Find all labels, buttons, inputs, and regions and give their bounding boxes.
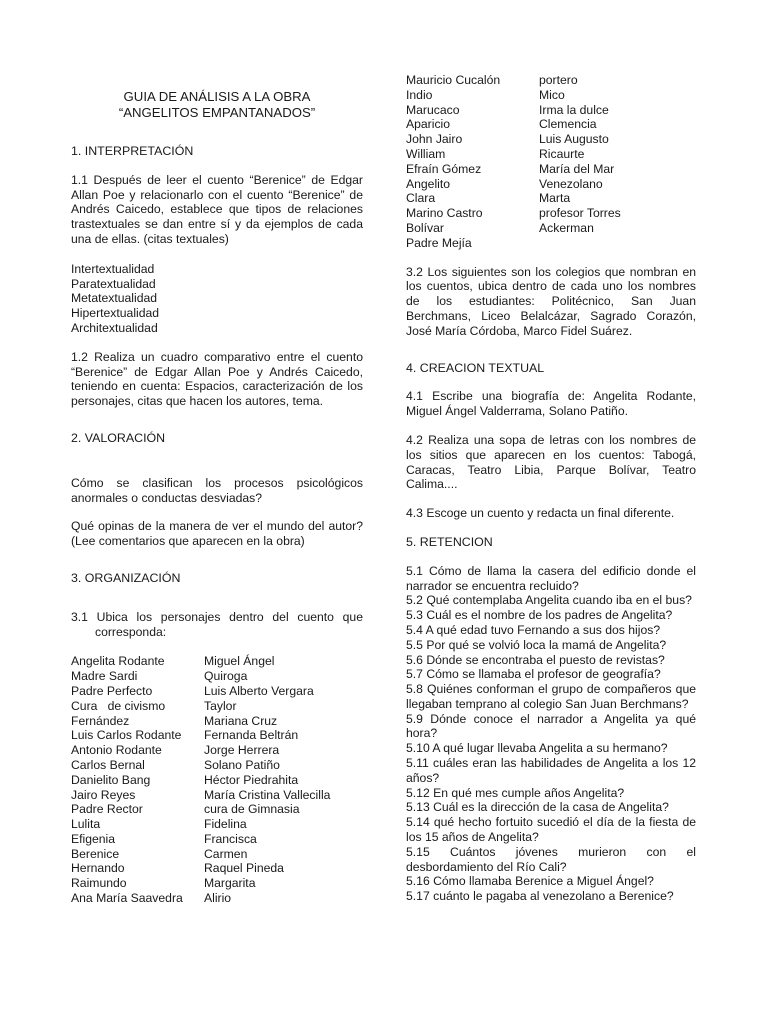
- character-name: Carlos Bernal: [71, 757, 145, 772]
- character-name: Marino Castro: [406, 206, 483, 221]
- character-name-second: María del Mar: [539, 161, 615, 176]
- character-name: Berenice: [71, 846, 120, 861]
- character-name-second: portero: [539, 73, 578, 87]
- retention-question: 5.7 Cómo se llamaba el profesor de geografía?: [406, 667, 661, 682]
- character-name-second: Irma la dulce: [539, 102, 609, 117]
- retention-question: 5.11 cuáles eran las habilidades de Angelita a los 12 años?: [406, 756, 696, 785]
- character-name-second: Mariana Cruz: [204, 713, 278, 728]
- character-name: Padre Mejía: [406, 235, 472, 250]
- character-name-second: Fidelina: [204, 817, 247, 832]
- character-name: Luis Carlos Rodante: [71, 728, 182, 743]
- character-name: Jairo Reyes: [71, 787, 136, 802]
- character-name-second: Carmen: [204, 846, 248, 861]
- character-name: Lulita: [71, 817, 101, 832]
- list-item: Architextualidad: [71, 320, 158, 335]
- right-column: [406, 0, 696, 904]
- character-name: William: [406, 146, 446, 161]
- character-name: Bolívar: [406, 220, 444, 235]
- paragraph-1-1: 1.1 Después de leer el cuento “Berenice” de Edgar Allan Poe y relacionarlo con el cuento “Berenice” de Andrés Caicedo, establece que tipos de relaciones trastextuales se dan entre sí y da ejemplos de cada una de ellas. (citas textuales): [71, 172, 363, 246]
- list-item: Paratextualidad: [71, 276, 156, 291]
- character-name: Hernando: [71, 861, 125, 876]
- retention-question: 5.4 A qué edad tuvo Fernando a sus dos hijos?: [406, 622, 661, 637]
- character-name: Cura de civismo: [71, 698, 166, 713]
- retention-question: 5.12 En qué mes cumple años Angelita?: [406, 785, 625, 800]
- retention-question: 5.1 Cómo de llama la casera del edificio donde el narrador se encuentra recluido?: [406, 563, 696, 593]
- paragraph-4-1: 4.1 Escribe una biografía de: Angelita Rodante, Miguel Ángel Valderrama, Solano Patiño.: [406, 389, 696, 419]
- character-name: Antonio Rodante: [71, 743, 162, 758]
- section-3-heading: 3. ORGANIZACIÓN: [71, 570, 181, 585]
- character-name: Padre Perfecto: [71, 683, 153, 698]
- paragraph-4-3: 4.3 Escoge un cuento y redacta un final diferente.: [406, 506, 675, 521]
- section-2-heading: 2. VALORACIÓN: [71, 430, 166, 445]
- section-5-heading: 5. RETENCION: [406, 534, 493, 549]
- characters-table-right: [406, 73, 696, 251]
- character-name-second: Margarita: [204, 876, 256, 891]
- retention-question: 5.13 Cuál es la dirección de la casa de Angelita?: [406, 800, 669, 815]
- character-name-second: Miguel Ángel: [204, 654, 275, 669]
- characters-table-left: [71, 654, 363, 906]
- character-name-second: Taylor: [204, 698, 237, 713]
- retention-question: 5.6 Dónde se encontraba el puesto de revistas?: [406, 652, 665, 667]
- retention-question: 5.10 A qué lugar llevaba Angelita a su hermano?: [406, 741, 668, 756]
- retention-question: 5.16 Cómo llamaba Berenice a Miguel Ángel?: [406, 874, 654, 889]
- character-name-second: Solano Patiño: [204, 757, 280, 772]
- retention-question: 5.5 Por qué se volvió loca la mamá de Angelita?: [406, 637, 667, 652]
- section-4-heading: 4. CREACION TEXTUAL: [406, 360, 545, 375]
- left-column: [71, 0, 363, 906]
- character-name-second: Raquel Pineda: [204, 861, 284, 876]
- character-name: Efigenia: [71, 831, 116, 846]
- document-title: [71, 89, 363, 121]
- character-name: Padre Rector: [71, 802, 143, 817]
- retention-question: 5.2 Qué contemplaba Angelita cuando iba en el bus?: [406, 593, 692, 608]
- character-name-second: profesor Torres: [539, 206, 621, 221]
- character-name: Raimundo: [71, 876, 127, 891]
- title-line-1: GUIA DE ANÁLISIS A LA OBRA: [123, 89, 311, 104]
- textuality-list: [71, 262, 363, 336]
- character-name: Marucaco: [406, 102, 460, 117]
- character-name-second: [539, 236, 696, 251]
- character-name-second: Francisca: [204, 831, 257, 846]
- paragraph-3-2: 3.2 Los siguientes son los colegios que nombran en los cuentos, ubica dentro de cada uno los nombres de los estudiantes: Politécnico, San Juan Berchmans, Liceo Belalcázar, Sagrado Corazón, José María Córdoba, Marco Fidel Suárez.: [406, 264, 696, 338]
- character-name-second: Ricaurte: [539, 146, 585, 161]
- character-name-second: María Cristina Vallecilla: [204, 787, 331, 802]
- character-name: Ana María Saavedra: [71, 891, 183, 906]
- character-name-second: Alirio: [204, 891, 232, 906]
- retention-question: 5.3 Cuál es el nombre de los padres de Angelita?: [406, 608, 673, 623]
- character-name: Angelita Rodante: [71, 654, 165, 669]
- character-name: Fernández: [71, 713, 130, 728]
- character-name-second: Marta: [539, 191, 571, 206]
- question-2-2: Qué opinas de la manera de ver el mundo del autor? (Lee comentarios que aparecen en la obra): [71, 519, 363, 549]
- retention-question: 5.17 cuánto le pagaba al venezolano a Berenice?: [406, 889, 674, 904]
- character-name-second: Luis Augusto: [539, 132, 609, 147]
- character-name-second: Fernanda Beltrán: [204, 728, 299, 743]
- character-name: Danielito Bang: [71, 772, 151, 787]
- retention-question: 5.15 Cuántos jóvenes murieron con el desbordamiento del Río Cali?: [406, 844, 696, 874]
- paragraph-3-1: 3.1 Ubica los personajes dentro del cuento que corresponda:: [71, 609, 363, 639]
- retention-question: 5.9 Dónde conoce el narrador a Angelita ya qué hora?: [406, 711, 696, 741]
- paragraph-4-2: 4.2 Realiza una sopa de letras con los nombres de los sitios que aparecen en los cuentos: Tabogá, Caracas, Teatro Libia, Parque Bolívar, Teatro Calima....: [406, 432, 696, 492]
- character-name-second: cura de Gimnasia: [204, 802, 300, 817]
- retention-questions: [406, 564, 696, 904]
- character-name-second: Héctor Piedrahita: [204, 772, 299, 787]
- character-name: Mauricio Cucalón: [406, 73, 501, 87]
- character-name: John Jairo: [406, 132, 463, 147]
- list-item: Metatextualidad: [71, 291, 158, 306]
- character-name-second: Luis Alberto Vergara: [204, 683, 314, 698]
- character-name: Clara: [406, 191, 436, 206]
- retention-question: 5.8 Quiénes conforman el grupo de compañeros que llegaban temprano al colegio San Juan Berchmans?: [406, 682, 696, 711]
- character-name-second: Clemencia: [539, 117, 597, 132]
- paragraph-1-2: 1.2 Realiza un cuadro comparativo entre el cuento “Berenice” de Edgar Allan Poe y Andrés Caicedo, teniendo en cuenta: Espacios, caracterización de los personajes, citas que hacen los autores, tema.: [71, 349, 363, 409]
- character-name-second: Quiroga: [204, 669, 248, 684]
- retention-question: 5.14 qué hecho fortuito sucedió el día de la fiesta de los 15 años de Angelita?: [406, 815, 696, 845]
- character-name: Aparicio: [406, 117, 451, 132]
- character-name-second: Jorge Herrera: [204, 743, 280, 758]
- list-item: Hipertextualidad: [71, 306, 160, 321]
- character-name: Efraín Gómez: [406, 161, 482, 176]
- character-name-second: Ackerman: [539, 220, 594, 235]
- list-item: Intertextualidad: [71, 261, 155, 276]
- character-name-second: Mico: [539, 87, 565, 102]
- character-name: Madre Sardi: [71, 669, 138, 684]
- character-name: Angelito: [406, 176, 451, 191]
- title-line-2: “ANGELITOS EMPANTANADOS”: [118, 105, 316, 120]
- question-2-1: Cómo se clasifican los procesos psicológicos anormales o conductas desviadas?: [71, 475, 363, 505]
- character-name-second: Venezolano: [539, 176, 603, 191]
- character-name: Indio: [406, 87, 433, 102]
- section-1-heading: 1. INTERPRETACIÓN: [71, 144, 194, 158]
